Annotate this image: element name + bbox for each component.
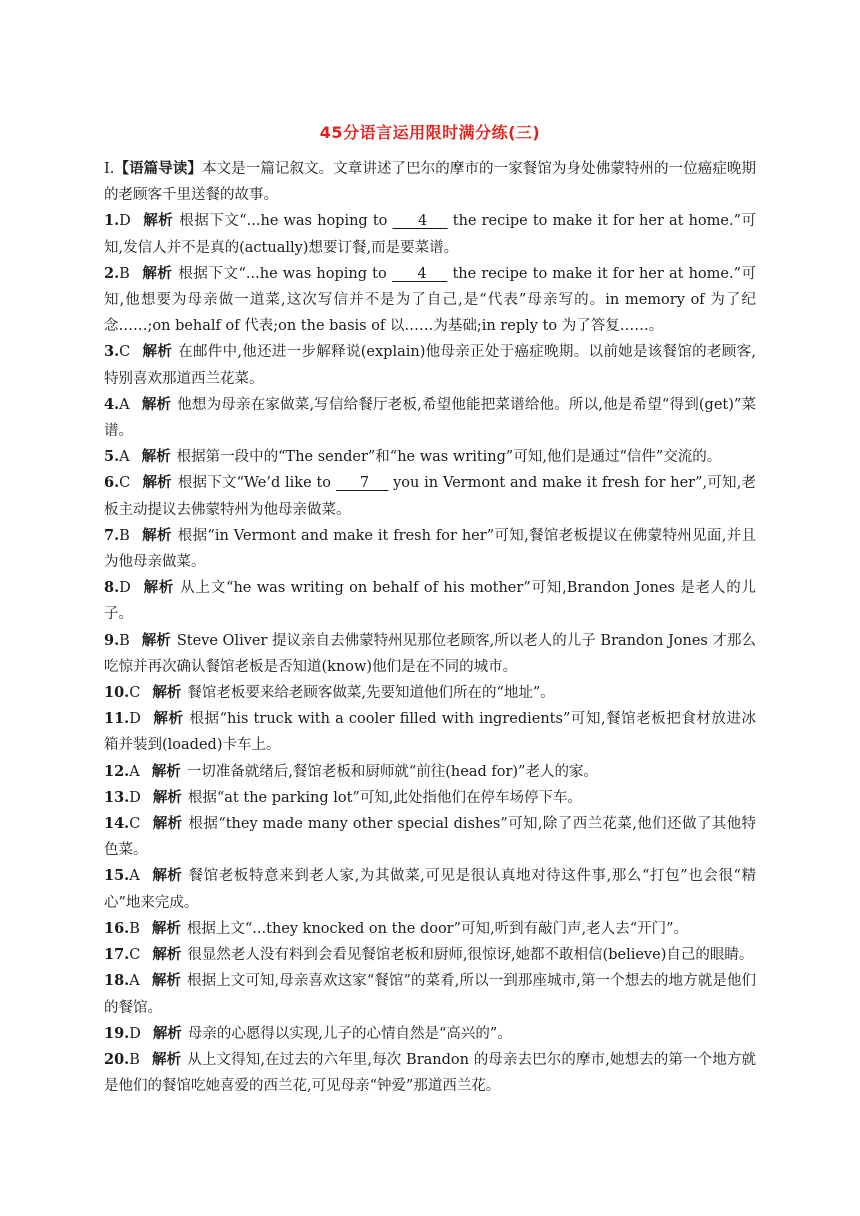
answer-item: [104, 208, 756, 260]
explanation-text: 从上文“he was writing on behalf of his mother”可知,Brandon Jones 是老人的儿子。: [104, 580, 757, 623]
item-number: 4.: [104, 395, 120, 413]
explanation-text: the recipe to make it for her at home.”可知,发信人并不是真的(actually)想要订餐,而是要菜谱。: [104, 213, 756, 256]
item-number: 7.: [104, 526, 120, 544]
explanation-text: you in Vermont and make it fresh for her”,可知,老板主动提议去佛蒙特州为他母亲做菜。: [104, 475, 756, 518]
item-answer: B: [119, 265, 130, 282]
answer-item: [104, 628, 756, 680]
item-answer: C: [119, 475, 131, 492]
page-title: 45分语言运用限时满分练(三): [319, 123, 541, 142]
item-answer: D: [129, 711, 141, 728]
explanation-text: 根据第一段中的“The sender”和“he was writing”可知,他们是通过“信件”交流的。: [176, 449, 722, 466]
explanation-tag: 解析: [141, 448, 171, 466]
item-answer: A: [119, 449, 130, 466]
item-answer: D: [129, 789, 141, 806]
passage-intro: [104, 156, 756, 208]
answer-item: [104, 785, 756, 811]
item-number: 19.: [104, 1024, 130, 1042]
explanation-tag: 解析: [151, 919, 181, 937]
blank-number: 4: [392, 213, 448, 230]
explanation-pre: 根据下文“...he was hoping to: [179, 213, 393, 230]
item-answer: B: [129, 920, 140, 937]
answer-item: [104, 470, 756, 522]
item-answer: C: [129, 947, 141, 964]
explanation-text: 根据上文可知,母亲喜欢这家“餐馆”的菜肴,所以一到那座城市,第一个想去的地方就是他们的餐馆。: [104, 973, 756, 1016]
item-number: 20.: [104, 1050, 130, 1068]
blank-number: 4: [391, 265, 448, 282]
item-number: 11.: [104, 710, 130, 728]
item-answer: B: [119, 632, 130, 649]
item-answer: D: [119, 580, 131, 597]
item-number: 18.: [104, 972, 130, 990]
item-number: 17.: [104, 946, 130, 964]
item-number: 15.: [104, 867, 130, 885]
explanation-tag: 解析: [152, 788, 182, 806]
item-number: 16.: [104, 919, 130, 937]
explanation-tag: 解析: [142, 474, 172, 492]
explanation-tag: 解析: [141, 526, 172, 544]
item-answer: C: [129, 816, 141, 833]
item-answer: A: [129, 868, 140, 885]
item-number: 14.: [104, 815, 130, 833]
answer-list: [104, 208, 756, 1099]
explanation-text: 母亲的心愿得以实现,儿子的心情自然是“高兴的”。: [187, 1025, 512, 1042]
explanation-text: 根据“they made many other special dishes”可知,除了西兰花菜,他们还做了其他特色菜。: [104, 816, 757, 859]
answer-item: [104, 811, 756, 863]
answer-item: [104, 759, 756, 785]
intro-label: 【语篇导读】: [114, 160, 202, 177]
intro-text: 本文是一篇记叙文。文章讲述了巴尔的摩市的一家餐馆为身处佛蒙特州的一位癌症晚期的老顾客千里送餐的故事。: [104, 161, 757, 204]
item-number: 5.: [104, 448, 120, 466]
item-answer: C: [129, 685, 141, 702]
answer-item: [104, 444, 756, 470]
section-number: Ⅰ.: [104, 161, 115, 177]
answer-item: [104, 942, 756, 968]
answer-item: [104, 575, 756, 627]
explanation-text: 餐馆老板要来给老顾客做菜,先要知道他们所在的“地址”。: [187, 685, 555, 702]
explanation-text: 根据“in Vermont and make it fresh for her”可知,餐馆老板提议在佛蒙特州见面,并且为他母亲做菜。: [104, 527, 757, 571]
explanation-tag: 解析: [152, 946, 182, 964]
answer-item: [104, 392, 756, 444]
answer-item: [104, 968, 756, 1020]
explanation-text: 一切准备就绪后,餐馆老板和厨师就“前往(head for)”老人的家。: [186, 763, 598, 780]
explanation-tag: 解析: [152, 710, 184, 728]
explanation-text: Steve Oliver 提议亲自去佛蒙特州见那位老顾客,所以老人的儿子 Brandon Jones 才那么吃惊并再次确认餐馆老板是否知道(know)他们是在不同的城市。: [104, 632, 756, 675]
item-answer: C: [119, 344, 131, 361]
explanation-tag: 解析: [151, 1050, 182, 1068]
explanation-tag: 解析: [152, 1024, 182, 1042]
item-number: 1.: [104, 212, 120, 230]
explanation-text: 很显然老人没有料到会看见餐馆老板和厨师,很惊讶,她都不敢相信(believe)自己的眼睛。: [187, 947, 754, 964]
explanation-tag: 解析: [141, 264, 173, 282]
explanation-text: 根据上文“...they knocked on the door”可知,听到有敲门声,老人去“开门”。: [186, 920, 689, 937]
explanation-tag: 解析: [151, 762, 181, 780]
explanation-tag: 解析: [152, 684, 182, 702]
answer-item: [104, 1047, 756, 1099]
item-answer: A: [119, 396, 130, 413]
explanation-text: 他想为母亲在家做菜,写信给餐厅老板,希望他能把菜谱给他。所以,他是希望“得到(get)”菜谱。: [104, 396, 757, 440]
explanation-text: the recipe to make it for her at home.”可知,他想要为母亲做一道菜,这次写信并不是为了自己,是“代表”母亲写的。in memory of 为了纪念……;on behalf of 代表;on the basis of 以……为基础;in reply to 为了答复……。: [104, 265, 757, 335]
item-answer: B: [129, 1051, 140, 1068]
explanation-pre: 根据下文“...he was hoping to: [178, 265, 392, 282]
answer-item: [104, 680, 756, 706]
explanation-tag: 解析: [142, 343, 173, 361]
explanation-tag: 解析: [151, 867, 183, 885]
answer-item: [104, 916, 756, 942]
answer-item: [104, 1021, 756, 1047]
item-number: 10.: [104, 684, 130, 702]
answer-item: [104, 523, 756, 575]
item-answer: A: [129, 763, 140, 780]
explanation-text: 餐馆老板特意来到老人家,为其做菜,可见是很认真地对待这件事,那么“打包”也会很“精心”地来完成。: [104, 868, 756, 911]
explanation-tag: 解析: [141, 631, 171, 649]
answer-item: [104, 339, 756, 391]
explanation-pre: 根据下文“We’d like to: [177, 475, 336, 492]
item-number: 3.: [104, 343, 120, 361]
item-number: 12.: [104, 762, 130, 780]
answer-item: [104, 863, 756, 915]
explanation-tag: 解析: [142, 212, 174, 230]
item-answer: D: [129, 1025, 141, 1042]
explanation-tag: 解析: [142, 579, 175, 597]
item-number: 6.: [104, 474, 120, 492]
item-answer: D: [119, 213, 131, 230]
explanation-text: 根据“his truck with a cooler filled with ingredients”可知,餐馆老板把食材放进冰箱并装到(loaded)卡车上。: [104, 711, 756, 754]
item-answer: B: [119, 527, 130, 544]
explanation-text: 根据“at the parking lot”可知,此处指他们在停车场停下车。: [187, 789, 582, 806]
item-answer: A: [129, 973, 140, 990]
explanation-tag: 解析: [152, 815, 183, 833]
item-number: 13.: [104, 788, 130, 806]
blank-number: 7: [335, 475, 389, 492]
item-number: 8.: [104, 579, 120, 597]
explanation-tag: 解析: [151, 972, 181, 990]
answer-item: [104, 261, 756, 340]
item-number: 9.: [104, 631, 120, 649]
item-number: 2.: [104, 264, 120, 282]
answer-item: [104, 706, 756, 758]
explanation-text: 在邮件中,他还进一步解释说(explain)他母亲正处于癌症晚期。以前她是该餐馆的老顾客,特别喜欢那道西兰花菜。: [104, 344, 757, 387]
explanation-tag: 解析: [141, 395, 172, 413]
answer-content: [104, 156, 756, 1099]
explanation-text: 从上文得知,在过去的六年里,每次 Brandon 的母亲去巴尔的摩市,她想去的第一个地方就是他们的餐馆吃她喜爱的西兰花,可见母亲“钟爱”那道西兰花。: [104, 1051, 757, 1095]
